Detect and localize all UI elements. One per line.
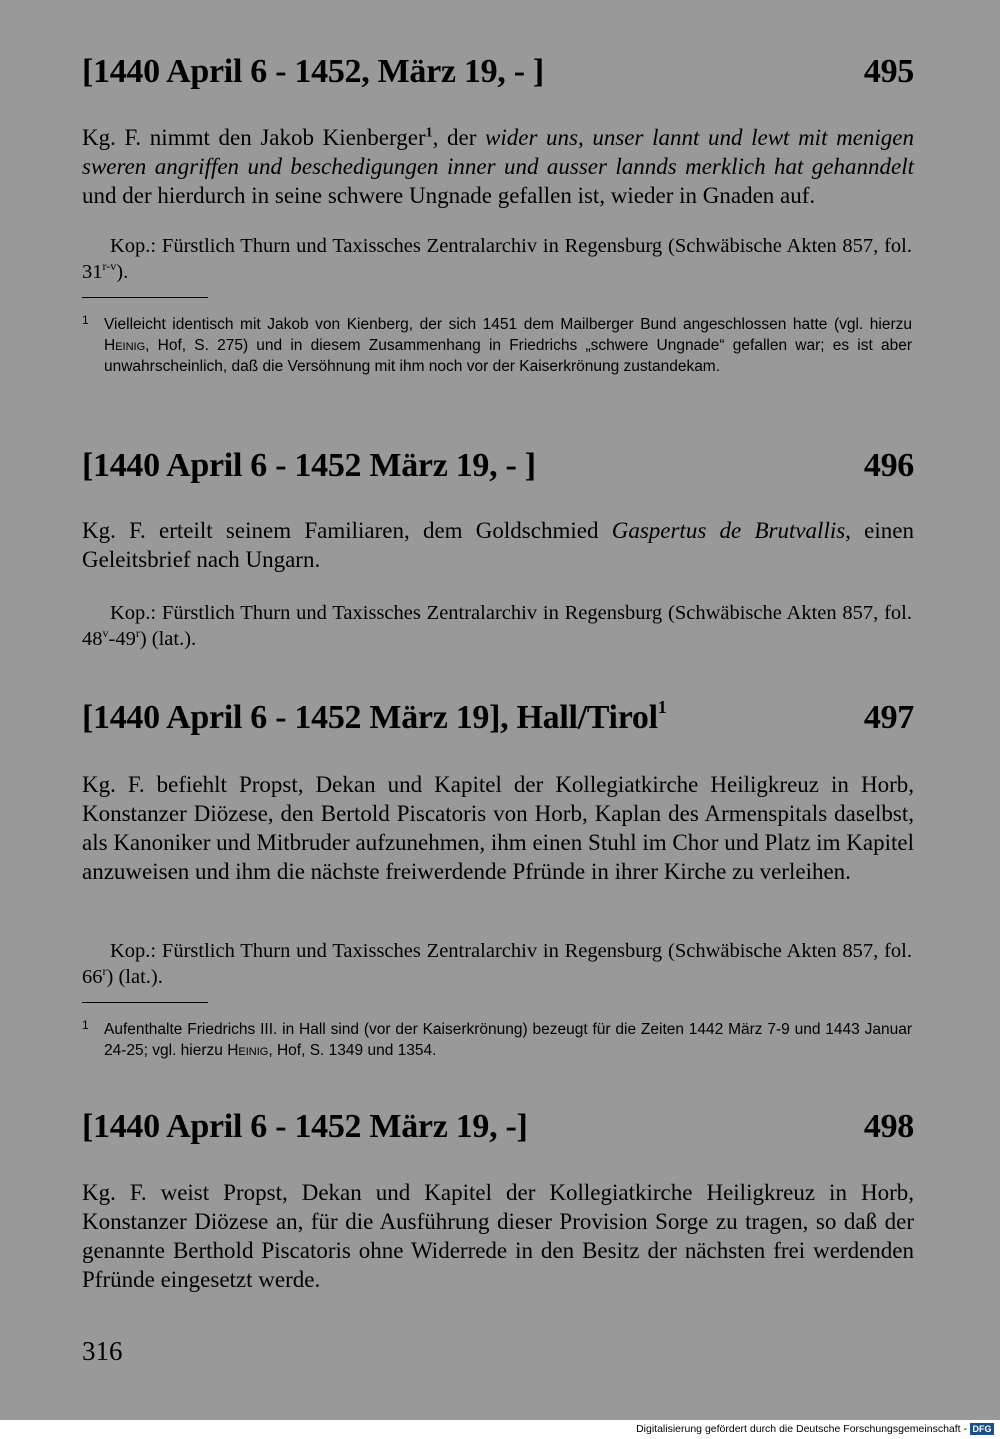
entry-496-heading (82, 446, 914, 486)
entry-495-heading (82, 52, 914, 92)
footnote-number: 1 (82, 313, 89, 327)
entry-date: [1440 April 6 - 1452 März 19, - ] (82, 447, 536, 484)
entry-496-source: Kop.: Fürstlich Thurn und Taxissches Zentralarchiv in Regensburg (Schwäbische Akten 857, fol. 48$^v$-49$^r$) (lat.). (82, 602, 912, 650)
entry-497-source: Kop.: Fürstlich Thurn und Taxissches Zentralarchiv in Regensburg (Schwäbische Akten 857, fol. 66$^r$) (lat.). (82, 940, 912, 988)
entry-number: 495 (863, 53, 914, 90)
entry-496-text: Kg. F. erteilt seinem Familiaren, dem Goldschmied Gaspertus de Brutvallis, einen Geleitsbrief nach Ungarn. (82, 518, 914, 572)
funding-footer (636, 1423, 994, 1435)
footnote-divider (82, 1002, 208, 1003)
entry-495-source: Kop.: Fürstlich Thurn und Taxissches Zentralarchiv in Regensburg (Schwäbische Akten 857, fol. 31$^{r-v}$). (82, 235, 912, 283)
quoted-text: wider uns, unser lannt und lewt mit menigen sweren angriffen und beschedigungen inner und ausser lannds merklich hat gehanndelt (82, 125, 914, 179)
entry-date: [1440 April 6 - 1452, März 19, - ] (82, 53, 544, 90)
entry-497-text: Kg. F. befiehlt Propst, Dekan und Kapitel der Kollegiatkirche Heiligkreuz in Horb, Konstanzer Diözese, den Bertold Piscatoris von Horb, Kaplan des Armenspitals daselbst, als Kanoniker und Mitbruder aufzunehmen, ihm einen Stuhl im Chor und Platz im Kapitel anzuweisen und ihm die nächste freiwerdende Pfründe in ihrer Kirche zu verleihen. (82, 772, 914, 884)
dfg-logo-icon: DFG (970, 1423, 994, 1435)
entry-date: [1440 April 6 - 1452 März 19, -] (82, 1108, 528, 1145)
entry-497-footnote: 1 Aufenthalte Friedrichs III. in Hall sind (vor der Kaiserkrönung) bezeugt für die Zeiten 1442 März 7-9 und 1443 Januar 24-25; vgl. hierzu Heinig, Hof, S. 1349 und 1354. (82, 1019, 912, 1061)
funding-text: Digitalisierung gefördert durch die Deutsche Forschungsgemeinschaft - (636, 1423, 967, 1435)
entry-number: 497 (863, 699, 914, 736)
entry-495-footnote: 1 Vielleicht identisch mit Jakob von Kienberg, der sich 1451 dem Mailberger Bund angeschlossen hatte (vgl. hierzu Heinig, Hof, S. 275) und in diesem Zusammenhang in Friedrichs „schwere Ungnade“ gefallen war; es ist aber unwahrscheinlich, daß die Versöhnung mit ihm noch vor der Kaiserkrönung zustandekam. (82, 314, 912, 377)
footnote-ref: 1 (657, 697, 667, 717)
entry-495-text: Kg. F. nimmt den Jakob Kienberger$^1$, der wider uns, unser lannt und lewt mit menigen sweren angriffen und beschedigungen inner und ausser lannds merklich hat gehanndelt und der hierdurch in seine schwere Ungnade gefallen ist, wieder in Gnaden auf. (82, 125, 914, 208)
quoted-text: Gaspertus de Brutvallis, (611, 518, 851, 543)
entry-number: 498 (863, 1108, 914, 1145)
entry-498-text: Kg. F. weist Propst, Dekan und Kapitel der Kollegiatkirche Heiligkreuz in Horb, Konstanzer Diözese an, für die Ausführung dieser Provision Sorge zu tragen, so daß der genannte Berthold Piscatoris ohne Widerrede in den Besitz der nächsten frei werdenden Pfründe eingesetzt werde. (82, 1180, 914, 1292)
entry-date: [1440 April 6 - 1452 März 19], Hall/Tirol$^1$ (82, 697, 667, 736)
footnote-ref: 1 (425, 125, 433, 141)
footnote-number: 1 (82, 1018, 89, 1032)
footnote-divider (82, 297, 208, 298)
entry-497-heading (82, 698, 914, 738)
author-name: Heinig (104, 337, 146, 354)
author-name: Heinig (227, 1042, 269, 1059)
entry-498-heading (82, 1107, 914, 1147)
entry-number: 496 (863, 447, 914, 484)
page-number: 316 (82, 1336, 123, 1366)
